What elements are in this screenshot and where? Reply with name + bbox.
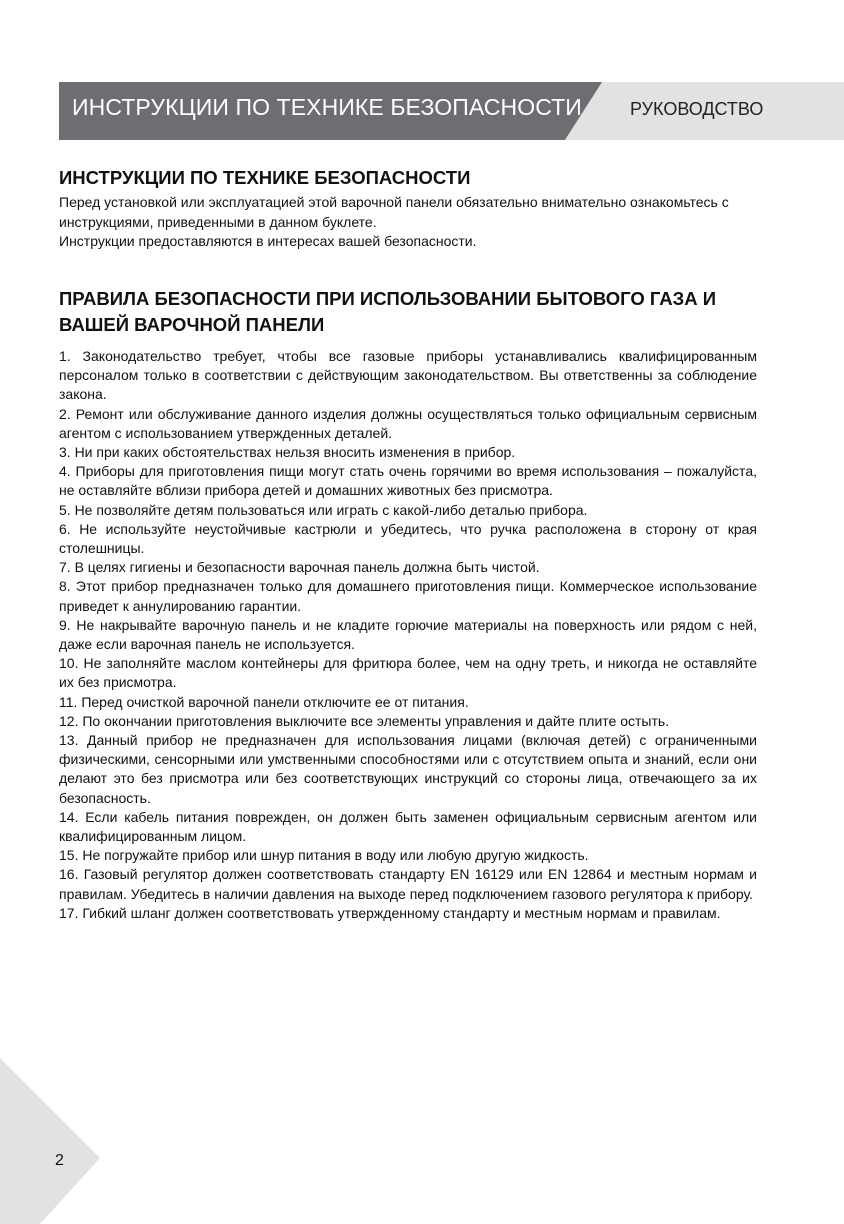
intro-heading: ИНСТРУКЦИИ ПО ТЕХНИКЕ БЕЗОПАСНОСТИ	[59, 167, 471, 188]
rule-item: 13. Данный прибор не предназначен для использования лицами (включая детей) с ограниченными физическими, сенсорными или умственными способностями или с отсутствием опыта и знаний, если они делают это без присмотра или без соответствующих инструкций со стороны лица, отвечающего за их безопасность.	[59, 732, 757, 806]
intro-section	[59, 166, 757, 252]
rules-list	[59, 347, 757, 923]
intro-paragraph: Перед установкой или эксплуатацией этой варочной панели обязательно внимательно ознакомьтесь с инструкциями, приведенными в данном буклете.	[59, 194, 729, 230]
page-number: 2	[55, 1152, 64, 1169]
rule-item: 6. Не используйте неустойчивые кастрюли и убедитесь, что ручка расположена в сторону от края столешницы.	[59, 520, 757, 557]
rule-item: 3. Ни при каких обстоятельствах нельзя вносить изменения в прибор.	[59, 444, 516, 461]
rule-item: 15. Не погружайте прибор или шнур питания в воду или любую другую жидкость.	[59, 847, 589, 864]
manual-label: РУКОВОДСТВО	[630, 99, 764, 119]
intro-text	[59, 193, 757, 252]
rule-item: 16. Газовый регулятор должен соответствовать стандарту EN 16129 или EN 12864 и местным нормам и правилам. Убедитесь в наличии давления на выходе перед подключением газового регулятора к прибору.	[59, 866, 757, 902]
rule-item: 11. Перед очисткой варочной панели отключите ее от питания.	[59, 693, 469, 710]
rule-item: 14. Если кабель питания поврежден, он должен быть заменен официальным сервисным агентом или квалифицированным лицом.	[59, 808, 757, 845]
rule-item: 7. В целях гигиены и безопасности варочная панель должна быть чистой.	[59, 559, 540, 576]
rule-item: 8. Этот прибор предназначен только для домашнего приготовления пищи. Коммерческое использование приведет к аннулированию гарантии.	[59, 578, 757, 614]
page-header-title: ИНСТРУКЦИИ ПО ТЕХНИКЕ БЕЗОПАСНОСТИ	[72, 94, 582, 120]
rule-item: 5. Не позволяйте детям пользоваться или играть с какой-либо деталью прибора.	[59, 501, 588, 518]
rule-item: 2. Ремонт или обслуживание данного изделия должны осуществляться только официальным сервисным агентом с использованием утвержденных деталей.	[59, 405, 757, 441]
rule-item: 17. Гибкий шланг должен соответствовать утвержденному стандарту и местным нормам и правилам.	[59, 904, 721, 921]
rule-item: 10. Не заполняйте маслом контейнеры для фритюра более, чем на одну треть, и никогда не оставляйте их без присмотра.	[59, 655, 757, 691]
corner-decoration	[0, 1058, 100, 1224]
intro-paragraph: Инструкции предоставляются в интересах вашей безопасности.	[59, 233, 477, 249]
rule-item: 9. Не накрывайте варочную панель и не кладите горючие материалы на поверхность или рядом с ней, даже если варочная панель не используется.	[59, 616, 757, 653]
rule-item: 4. Приборы для приготовления пищи могут стать очень горячими во время использования – пожалуйста, не оставляйте вблизи прибора детей и домашних животных без присмотра.	[59, 463, 757, 499]
rule-item: 1. Законодательство требует, чтобы все газовые приборы устанавливались квалифицированным персоналом только в соответствии с действующим законодательством. Вы ответственны за соблюдение закона.	[59, 348, 757, 403]
rules-heading: ПРАВИЛА БЕЗОПАСНОСТИ ПРИ ИСПОЛЬЗОВАНИИ БЫТОВОГО ГАЗА И ВАШЕЙ ВАРОЧНОЙ ПАНЕЛИ	[59, 288, 716, 335]
rules-section	[59, 286, 757, 923]
rule-item: 12. По окончании приготовления выключите все элементы управления и дайте плите остыть.	[59, 712, 670, 729]
